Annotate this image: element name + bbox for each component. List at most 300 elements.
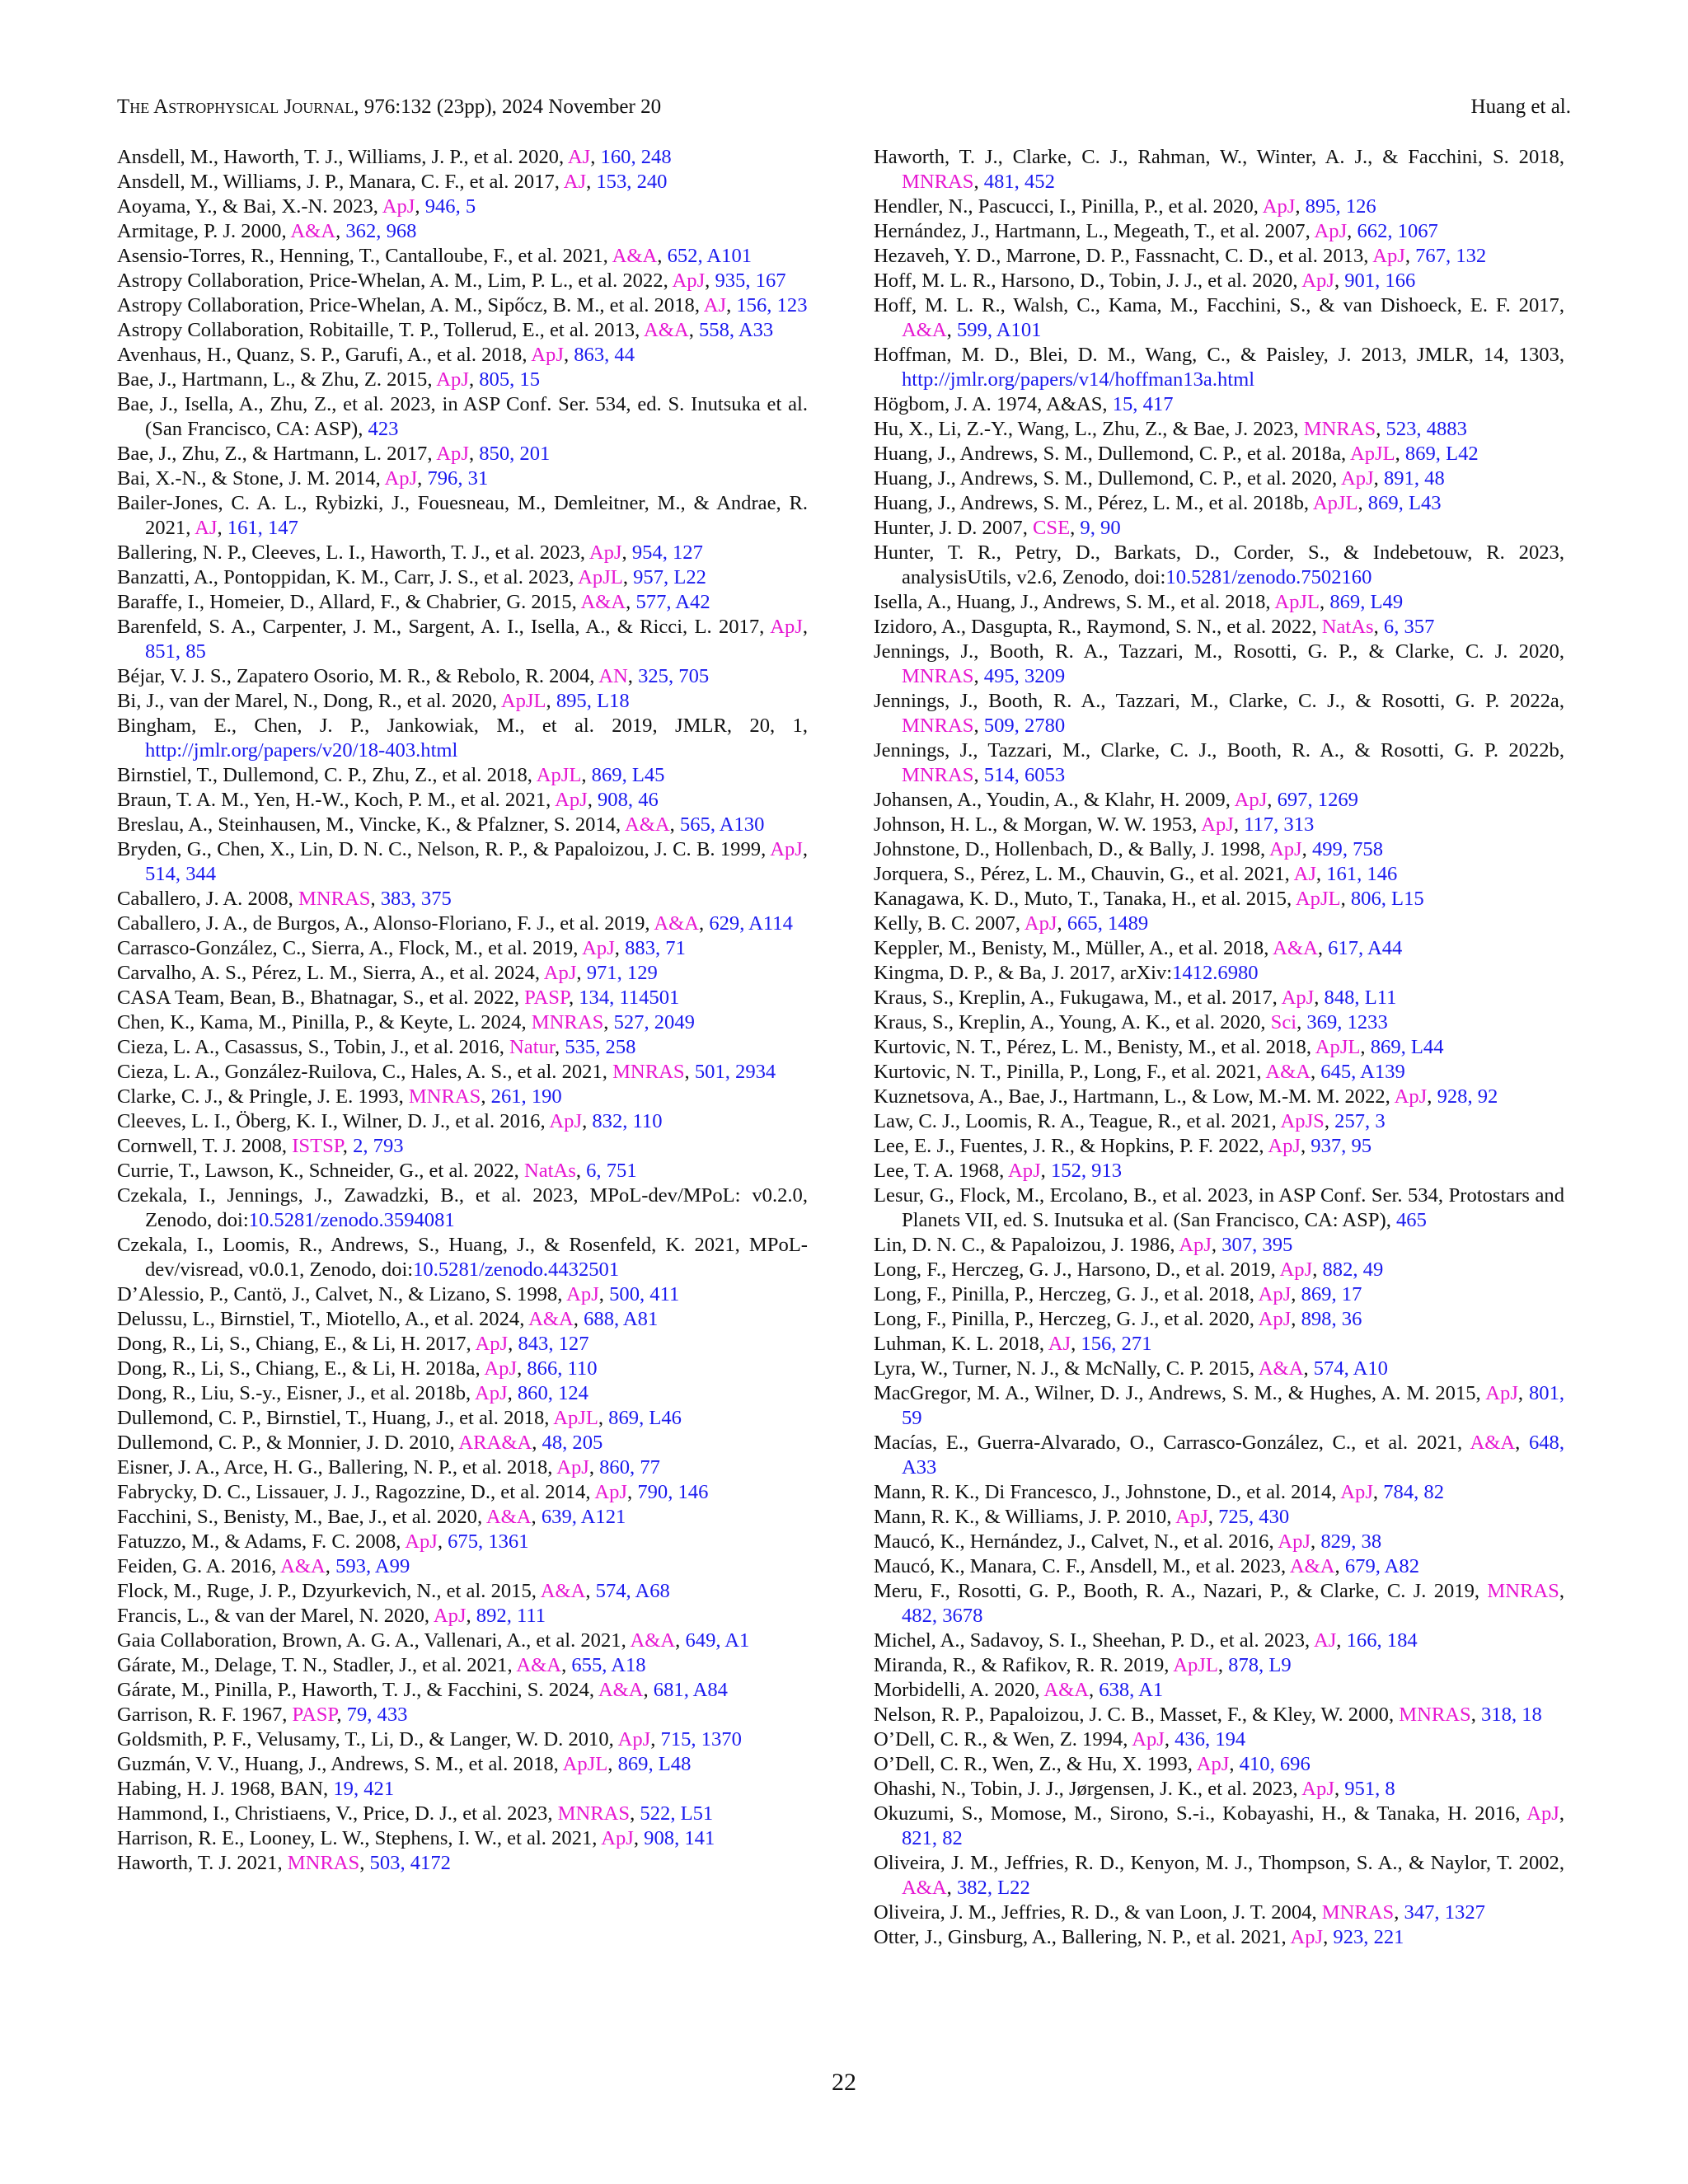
journal-link[interactable]: AJ (1313, 1629, 1337, 1652)
url-link[interactable]: 10.5281/zenodo.7502160 (1165, 566, 1372, 588)
volume-page-link[interactable]: 6, 357 (1383, 616, 1435, 638)
reference-text: Morbidelli, A. 2020, (874, 1679, 1044, 1701)
volume-page-link[interactable]: 895, 126 (1305, 195, 1376, 218)
volume-page-link[interactable]: 482, 3678 (902, 1605, 983, 1627)
url-link[interactable]: http://jmlr.org/papers/v14/hoffman13a.html (902, 368, 1255, 391)
volume-page-link[interactable]: 725, 430 (1218, 1506, 1290, 1528)
journal-link[interactable]: ApJL (1295, 888, 1341, 910)
journal-link[interactable]: MNRAS (902, 715, 974, 737)
volume-page-link[interactable]: 166, 184 (1346, 1629, 1418, 1652)
volume-page-link[interactable]: 565, A130 (679, 813, 765, 836)
reference-text: Delussu, L., Birnstiel, T., Miotello, A., et al. 2024, (117, 1308, 529, 1330)
volume-page-link[interactable]: 509, 2780 (983, 715, 1066, 737)
journal-link[interactable]: ApJL (578, 566, 623, 588)
volume-page-link[interactable]: 679, A82 (1344, 1555, 1420, 1577)
volume-page-link[interactable]: 617, A44 (1328, 937, 1403, 959)
volume-page-link[interactable]: 851, 85 (145, 640, 206, 663)
volume-page-link[interactable]: 577, A42 (635, 591, 710, 613)
journal-link[interactable]: MNRAS (1399, 1704, 1471, 1726)
volume-page-link[interactable]: 665, 1489 (1067, 912, 1149, 935)
reference-entry: Okuzumi, S., Momose, M., Sirono, S.-i., Kobayashi, H., & Tanaka, H. 2016, ApJ, 821, 82 (874, 1802, 1564, 1849)
journal-link[interactable]: AJ (703, 294, 727, 316)
journal-link[interactable]: ApJ (1268, 1135, 1301, 1157)
volume-page-link[interactable]: 796, 31 (427, 467, 489, 490)
volume-page-link[interactable]: 503, 4172 (369, 1852, 451, 1874)
reference-text: Bailer-Jones, C. A. L., Rybizki, J., Fouesneau, M., Demleitner, M., & Andrae, R. 2021, (117, 492, 808, 539)
reference-entry: Bae, J., Zhu, Z., & Hartmann, L. 2017, ApJ, 850, 201 (117, 443, 551, 465)
reference-text: Kuznetsova, A., Bae, J., Hartmann, L., & Low, M.-M. M. 2022, (874, 1085, 1395, 1108)
journal-link[interactable]: ApJ (1372, 245, 1405, 267)
volume-page-link[interactable]: 318, 18 (1481, 1704, 1542, 1726)
volume-page-link[interactable]: 951, 8 (1344, 1778, 1395, 1800)
journal-link[interactable]: ApJ (582, 937, 615, 959)
journal-link[interactable]: AJ (195, 517, 218, 539)
journal-link[interactable]: ApJL (553, 1407, 598, 1429)
journal-link[interactable]: A&A (528, 1308, 574, 1330)
journal-link[interactable]: MNRAS (531, 1011, 604, 1033)
volume-page-link[interactable]: 821, 82 (902, 1827, 963, 1849)
volume-page-link[interactable]: 161, 146 (1326, 863, 1398, 885)
volume-page-link[interactable]: 527, 2049 (613, 1011, 695, 1033)
references-right-column (874, 145, 1564, 1950)
journal-link[interactable]: ApJ (531, 344, 564, 366)
volume-page-link[interactable]: 860, 77 (599, 1456, 660, 1479)
volume-page-link[interactable]: 535, 258 (565, 1036, 636, 1058)
volume-page-link[interactable]: 465 (1396, 1209, 1427, 1231)
journal-link[interactable]: A&A (1470, 1432, 1516, 1454)
volume-page-link[interactable]: 514, 6053 (983, 764, 1066, 786)
volume-page-link[interactable]: 325, 705 (638, 665, 710, 687)
journal-link[interactable]: ApJ (1301, 269, 1334, 292)
reference-entry: Michel, A., Sadavoy, S. I., Sheehan, P. D., et al. 2023, AJ, 166, 184 (874, 1629, 1418, 1652)
volume-page-link[interactable]: 923, 221 (1333, 1926, 1404, 1948)
reference-entry (874, 343, 1564, 392)
reference-entry: O’Dell, C. R., Wen, Z., & Hu, X. 1993, ApJ, 410, 696 (874, 1753, 1311, 1775)
journal-citation (117, 91, 661, 124)
journal-link[interactable]: ApJ (1179, 1234, 1212, 1256)
volume-page-link[interactable]: 153, 240 (596, 171, 668, 193)
journal-link[interactable]: MNRAS (902, 764, 974, 786)
journal-link[interactable]: A&A (598, 1679, 644, 1701)
volume-page-link[interactable]: 495, 3209 (983, 665, 1066, 687)
volume-page-link[interactable]: 257, 3 (1334, 1110, 1386, 1132)
reference-text: Czekala, I., Loomis, R., Andrews, S., Huang, J., & Rosenfeld, K. 2021, MPoL-dev/visread, v0.0.1, Zenodo, doi: (117, 1234, 808, 1281)
journal-link[interactable]: NatAs (1321, 616, 1374, 638)
journal-link[interactable]: ApJ (1269, 838, 1302, 860)
reference-text: Dong, R., Li, S., Chiang, E., & Li, H. 2018a, (117, 1357, 485, 1380)
journal-link[interactable]: MNRAS (298, 888, 371, 910)
journal-link[interactable]: ApJ (549, 1110, 583, 1132)
reference-entry: Long, F., Herczeg, G. J., Harsono, D., et al. 2019, ApJ, 882, 49 (874, 1258, 1384, 1281)
volume-page-link[interactable]: 829, 38 (1320, 1530, 1382, 1553)
volume-page-link[interactable]: 638, A1 (1099, 1679, 1164, 1701)
journal-link[interactable]: ApJ (1201, 813, 1234, 836)
volume-page-link[interactable]: 48, 205 (542, 1432, 603, 1454)
reference-entry: Garrison, R. F. 1967, PASP, 79, 433 (117, 1704, 408, 1726)
journal-link[interactable]: ApJ (1301, 1778, 1334, 1800)
journal-link[interactable]: PASP (524, 987, 569, 1009)
journal-link[interactable]: ApJ (1279, 1258, 1313, 1281)
journal-link[interactable]: ApJ (1258, 1308, 1292, 1330)
journal-link[interactable]: ApJ (1132, 1728, 1165, 1750)
journal-link[interactable]: A&A (630, 1629, 676, 1652)
reference-entry: Fatuzzo, M., & Adams, F. C. 2008, ApJ, 675, 1361 (117, 1530, 529, 1553)
reference-entry: Gárate, M., Delage, T. N., Stadler, J., et al. 2021, A&A, 655, A18 (117, 1654, 646, 1676)
journal-link[interactable]: AJ (1048, 1333, 1071, 1355)
url-link[interactable]: 10.5281/zenodo.4432501 (413, 1258, 620, 1281)
volume-page-link[interactable]: 869, L49 (1329, 591, 1404, 613)
reference-entry: Huang, J., Andrews, S. M., Dullemond, C. P., et al. 2020, ApJ, 891, 48 (874, 467, 1445, 490)
volume-page-link[interactable]: 790, 146 (637, 1481, 709, 1503)
reference-entry: Carvalho, A. S., Pérez, L. M., Sierra, A., et al. 2024, ApJ, 971, 129 (117, 962, 658, 984)
volume-page-link[interactable]: 869, L42 (1404, 443, 1479, 465)
journal-link[interactable]: MNRAS (1321, 1901, 1395, 1924)
reference-entry: Barenfeld, S. A., Carpenter, J. M., Sargent, A. I., Isella, A., & Ricci, L. 2017, ApJ, 851, 85 (117, 616, 808, 663)
volume-page-link[interactable]: 648, A33 (902, 1432, 1564, 1479)
journal-link[interactable]: ApJ (617, 1728, 651, 1750)
journal-link[interactable]: ApJL (1349, 443, 1395, 465)
journal-link[interactable]: AJ (567, 146, 591, 168)
volume-page-link[interactable]: 423 (368, 418, 399, 440)
journal-link[interactable]: ApJL (1173, 1654, 1218, 1676)
volume-page-link[interactable]: 806, L15 (1350, 888, 1424, 910)
volume-page-link[interactable]: 954, 127 (631, 541, 703, 564)
journal-link[interactable]: A&A (580, 591, 626, 613)
journal-link[interactable]: MNRAS (287, 1852, 360, 1874)
reference-text: Fatuzzo, M., & Adams, F. C. 2008, (117, 1530, 406, 1553)
volume-page-link[interactable]: 383, 375 (380, 888, 452, 910)
journal-link[interactable]: AJ (1293, 863, 1316, 885)
journal-link[interactable]: A&A (644, 319, 689, 341)
volume-page-link[interactable]: 369, 1233 (1306, 1011, 1388, 1033)
journal-link[interactable]: A&A (612, 245, 658, 267)
volume-page-link[interactable]: 160, 248 (600, 146, 672, 168)
journal-link[interactable]: ApJ (1196, 1753, 1230, 1775)
url-link[interactable]: http://jmlr.org/papers/v20/18-403.html (145, 739, 458, 762)
volume-page-link[interactable]: 882, 49 (1322, 1258, 1384, 1281)
volume-page-link[interactable]: 501, 2934 (694, 1061, 776, 1083)
volume-page-link[interactable]: 593, A99 (335, 1555, 410, 1577)
volume-page-link[interactable]: 869, L45 (591, 764, 665, 786)
journal-link[interactable]: A&A (1043, 1679, 1089, 1701)
volume-page-link[interactable]: 362, 968 (345, 220, 417, 242)
journal-link[interactable]: ApJL (1315, 1036, 1361, 1058)
volume-page-link[interactable]: 382, L22 (956, 1877, 1030, 1899)
reference-entry: Fabrycky, D. C., Lissauer, J. J., Ragozzine, D., et al. 2014, ApJ, 790, 146 (117, 1481, 709, 1503)
volume-page-link[interactable]: 805, 15 (479, 368, 541, 391)
volume-page-link[interactable]: 957, L22 (633, 566, 706, 588)
volume-page-link[interactable]: 784, 82 (1383, 1481, 1444, 1503)
journal-link[interactable]: CSE (1033, 517, 1071, 539)
volume-page-link[interactable]: 937, 95 (1311, 1135, 1372, 1157)
journal-link[interactable]: A&A (1265, 1061, 1311, 1083)
journal-link[interactable]: MNRAS (612, 1061, 685, 1083)
volume-page-link[interactable]: 898, 36 (1301, 1308, 1362, 1330)
journal-link[interactable]: ApJ (405, 1530, 438, 1553)
journal-link[interactable]: ApJL (536, 764, 582, 786)
journal-link[interactable]: AN (598, 665, 628, 687)
journal-link[interactable]: MNRAS (902, 171, 974, 193)
volume-page-link[interactable]: 767, 132 (1415, 245, 1487, 267)
volume-page-link[interactable]: 410, 696 (1239, 1753, 1311, 1775)
journal-link[interactable]: ApJ (543, 962, 577, 984)
reference-entry: Hoff, M. L. R., Harsono, D., Tobin, J. J., et al. 2020, ApJ, 901, 166 (874, 269, 1416, 292)
journal-link[interactable]: ApJ (1008, 1160, 1041, 1182)
volume-page-link[interactable]: 908, 46 (598, 789, 659, 811)
journal-link[interactable]: ApJ (1234, 789, 1268, 811)
reference-text: Astropy Collaboration, Price-Whelan, A. M., Lim, P. L., et al. 2022, (117, 269, 673, 292)
journal-link[interactable]: ApJ (436, 368, 469, 391)
journal-link[interactable]: AJ (563, 171, 587, 193)
journal-link[interactable]: ApJL (500, 690, 546, 712)
volume-page-link[interactable]: 869, L43 (1367, 492, 1442, 514)
volume-page-link[interactable]: 928, 92 (1437, 1085, 1498, 1108)
reference-entry: Haworth, T. J. 2021, MNRAS, 503, 4172 (117, 1852, 451, 1874)
volume-page-link[interactable]: 832, 110 (592, 1110, 663, 1132)
volume-page-link[interactable]: 134, 114501 (579, 987, 680, 1009)
journal-link[interactable]: ApJ (1281, 987, 1315, 1009)
journal-link[interactable]: ApJ (1290, 1926, 1324, 1948)
volume-page-link[interactable]: 662, 1067 (1357, 220, 1438, 242)
volume-page-link[interactable]: 675, 1361 (448, 1530, 529, 1553)
volume-page-link[interactable]: 801, 59 (902, 1382, 1565, 1429)
journal-link[interactable]: A&A (540, 1580, 586, 1602)
volume-page-link[interactable]: 522, L51 (640, 1802, 714, 1825)
journal-link[interactable]: ApJ (601, 1827, 634, 1849)
reference-entry: Ansdell, M., Haworth, T. J., Williams, J. P., et al. 2020, AJ, 160, 248 (117, 146, 672, 168)
volume-page-link[interactable]: 629, A114 (709, 912, 793, 935)
journal-link[interactable]: ApJ (433, 1605, 467, 1627)
volume-page-link[interactable]: 649, A1 (685, 1629, 750, 1652)
journal-link[interactable]: ApJL (562, 1753, 608, 1775)
reference-text: Bae, J., Zhu, Z., & Hartmann, L. 2017, (117, 443, 437, 465)
journal-link[interactable]: A&A (280, 1555, 326, 1577)
journal-link[interactable]: ISTSP (292, 1135, 343, 1157)
journal-link[interactable]: ApJ (1485, 1382, 1518, 1404)
volume-page-link[interactable]: 895, L18 (556, 690, 630, 712)
reference-text: Meru, F., Rosotti, G. P., Booth, R. A., Nazari, P., & Clarke, C. J. 2019, (874, 1580, 1488, 1602)
volume-page-link[interactable]: 599, A101 (956, 319, 1042, 341)
journal-link[interactable]: A&A (902, 319, 947, 341)
journal-link[interactable]: A&A (902, 1877, 947, 1899)
journal-link[interactable]: ApJ (474, 1382, 508, 1404)
volume-page-link[interactable]: 639, A121 (541, 1506, 626, 1528)
volume-page-link[interactable]: 891, 48 (1383, 467, 1445, 490)
journal-link[interactable]: A&A (290, 220, 336, 242)
reference-text: Cieza, L. A., González-Ruilova, C., Hales, A. S., et al. 2021, (117, 1061, 613, 1083)
volume-page-link[interactable]: 500, 411 (609, 1283, 680, 1305)
reference-entry: Meru, F., Rosotti, G. P., Booth, R. A., Nazari, P., & Clarke, C. J. 2019, MNRAS, 482, 3678 (874, 1580, 1564, 1627)
volume-page-link[interactable]: 156, 271 (1081, 1333, 1152, 1355)
volume-page-link[interactable]: 971, 129 (586, 962, 658, 984)
journal-link[interactable]: MNRAS (902, 665, 974, 687)
reference-text: Breslau, A., Steinhausen, M., Vincke, K., & Pfalzner, S. 2014, (117, 813, 625, 836)
journal-link[interactable]: ApJ (770, 616, 803, 638)
journal-link[interactable]: ApJ (1262, 195, 1296, 218)
volume-page-link[interactable]: 869, L48 (617, 1753, 692, 1775)
journal-link[interactable]: ARA&A (458, 1432, 532, 1454)
reference-text: Hendler, N., Pascucci, I., Pinilla, P., et al. 2020, (874, 195, 1263, 218)
journal-link[interactable]: A&A (624, 813, 670, 836)
journal-link[interactable]: ApJ (484, 1357, 518, 1380)
journal-link[interactable]: A&A (516, 1654, 562, 1676)
journal-link[interactable]: MNRAS (557, 1802, 631, 1825)
journal-link[interactable]: A&A (485, 1506, 532, 1528)
journal-link[interactable]: ApJ (384, 467, 418, 490)
volume-page-link[interactable]: 860, 124 (517, 1382, 588, 1404)
reference-text: Barenfeld, S. A., Carpenter, J. M., Sargent, A. I., Isella, A., & Ricci, L. 2017, (117, 616, 771, 638)
journal-link[interactable]: PASP (292, 1704, 337, 1726)
journal-link[interactable]: ApJ (382, 195, 415, 218)
volume-page-link[interactable]: 850, 201 (479, 443, 551, 465)
volume-page-link[interactable]: 681, A84 (653, 1679, 728, 1701)
reference-entry: Asensio-Torres, R., Henning, T., Cantalloube, F., et al. 2021, A&A, 652, A101 (117, 245, 753, 267)
reference-text: Long, F., Pinilla, P., Herczeg, G. J., et al. 2020, (874, 1308, 1259, 1330)
volume-page-link[interactable]: 892, 111 (476, 1605, 546, 1627)
journal-link[interactable]: ApJ (1278, 1530, 1311, 1553)
reference-entry: Lyra, W., Turner, N. J., & McNally, C. P. 2015, A&A, 574, A10 (874, 1357, 1388, 1380)
journal-link[interactable]: A&A (654, 912, 700, 935)
volume-page-link[interactable]: 848, L11 (1324, 987, 1397, 1009)
volume-page-link[interactable]: 347, 1327 (1404, 1901, 1485, 1924)
reference-text: Gárate, M., Pinilla, P., Haworth, T. J., & Facchini, S. 2024, (117, 1679, 598, 1701)
volume-page-link[interactable]: 688, A81 (584, 1308, 659, 1330)
journal-link[interactable]: ApJS (1280, 1110, 1325, 1132)
volume-page-link[interactable]: 935, 167 (715, 269, 786, 292)
volume-page-link[interactable]: 79, 433 (346, 1704, 408, 1726)
reference-entry: Hernández, J., Hartmann, L., Megeath, T., et al. 2007, ApJ, 662, 1067 (874, 220, 1438, 242)
volume-page-link[interactable]: 574, A68 (595, 1580, 670, 1602)
journal-link[interactable]: Sci (1270, 1011, 1297, 1033)
volume-page-link[interactable]: 863, 44 (574, 344, 635, 366)
volume-page-link[interactable]: 436, 194 (1175, 1728, 1246, 1750)
reference-entry: Maucó, K., Manara, C. F., Ansdell, M., et al. 2023, A&A, 679, A82 (874, 1555, 1420, 1577)
references-left-column (117, 145, 808, 1876)
journal-link[interactable]: ApJ (1175, 1506, 1208, 1528)
volume-page-link[interactable]: 908, 141 (644, 1827, 715, 1849)
volume-page-link[interactable]: 481, 452 (983, 171, 1055, 193)
reference-text: Flock, M., Ruge, J. P., Dzyurkevich, N., et al. 2015, (117, 1580, 541, 1602)
reference-text: Armitage, P. J. 2000, (117, 220, 291, 242)
reference-entry: Delussu, L., Birnstiel, T., Miotello, A., et al. 2024, A&A, 688, A81 (117, 1308, 659, 1330)
journal-link[interactable]: NatAs (523, 1160, 576, 1182)
journal-link[interactable]: ApJ (566, 1283, 599, 1305)
journal-link[interactable]: ApJ (1314, 220, 1348, 242)
journal-link[interactable]: ApJ (1258, 1283, 1292, 1305)
journal-link[interactable]: ApJ (556, 1456, 589, 1479)
volume-page-link[interactable]: 697, 1269 (1277, 789, 1358, 811)
volume-page-link[interactable]: 946, 5 (424, 195, 476, 218)
reference-entry: Caballero, J. A. 2008, MNRAS, 383, 375 (117, 888, 452, 910)
reference-entry: Oliveira, J. M., Jeffries, R. D., Kenyon, M. J., Thompson, S. A., & Naylor, T. 2002, A&A, 382, L22 (874, 1852, 1564, 1899)
volume-page-link[interactable]: 117, 313 (1244, 813, 1315, 836)
volume-page-link[interactable]: 307, 395 (1221, 1234, 1293, 1256)
journal-link[interactable]: ApJ (594, 1481, 628, 1503)
reference-text: Hernández, J., Hartmann, L., Megeath, T., et al. 2007, (874, 220, 1315, 242)
volume-page-link[interactable]: 869, L46 (608, 1407, 682, 1429)
reference-text: Kraus, S., Kreplin, A., Young, A. K., et al. 2020, (874, 1011, 1271, 1033)
volume-page-link[interactable]: 645, A139 (1320, 1061, 1405, 1083)
reference-text: Dullemond, C. P., & Monnier, J. D. 2010, (117, 1432, 459, 1454)
journal-link[interactable]: A&A (1258, 1357, 1304, 1380)
volume-page-link[interactable]: 878, L9 (1228, 1654, 1292, 1676)
reference-entry: Gárate, M., Pinilla, P., Haworth, T. J., & Facchini, S. 2024, A&A, 681, A84 (117, 1679, 728, 1701)
journal-link[interactable]: ApJ (672, 269, 706, 292)
journal-link[interactable]: ApJ (1526, 1802, 1559, 1825)
journal-link[interactable]: MNRAS (408, 1085, 481, 1108)
volume-page-link[interactable]: 574, A10 (1313, 1357, 1388, 1380)
volume-page-link[interactable]: 161, 147 (227, 517, 298, 539)
reference-entry: Cieza, L. A., Casassus, S., Tobin, J., et al. 2016, Natur, 535, 258 (117, 1036, 636, 1058)
volume-page-link[interactable]: 19, 421 (333, 1778, 395, 1800)
journal-link[interactable]: ApJ (1340, 1481, 1373, 1503)
reference-entry: Ohashi, N., Tobin, J. J., Jørgensen, J. K., et al. 2023, ApJ, 951, 8 (874, 1778, 1395, 1800)
volume-page-link[interactable]: 883, 71 (625, 937, 686, 959)
volume-page-link[interactable]: 15, 417 (1112, 393, 1174, 415)
reference-entry: Kraus, S., Kreplin, A., Young, A. K., et al. 2020, Sci, 369, 1233 (874, 1011, 1388, 1033)
journal-link[interactable]: ApJ (770, 838, 803, 860)
volume-page-link[interactable]: 715, 1370 (660, 1728, 742, 1750)
journal-link[interactable]: ApJ (475, 1333, 509, 1355)
volume-page-link[interactable]: 2, 793 (353, 1135, 404, 1157)
volume-page-link[interactable]: 514, 344 (145, 863, 217, 885)
volume-page-link[interactable]: 843, 127 (518, 1333, 589, 1355)
reference-entry: Lee, E. J., Fuentes, J. R., & Hopkins, P. F. 2022, ApJ, 937, 95 (874, 1135, 1372, 1157)
journal-link[interactable]: Natur (509, 1036, 556, 1058)
reference-entry (874, 392, 1564, 417)
reference-text: Eisner, J. A., Arce, H. G., Ballering, N. P., et al. 2018, (117, 1456, 557, 1479)
journal-link[interactable]: ApJ (436, 443, 469, 465)
volume-page-link[interactable]: 523, 4883 (1386, 418, 1467, 440)
volume-page-link[interactable]: 869, L44 (1370, 1036, 1444, 1058)
url-link[interactable]: 10.5281/zenodo.3594081 (248, 1209, 455, 1231)
reference-entry: Banzatti, A., Pontoppidan, K. M., Carr, J. S., et al. 2023, ApJL, 957, L22 (117, 566, 706, 588)
reference-text: Ansdell, M., Williams, J. P., Manara, C. F., et al. 2017, (117, 171, 564, 193)
volume-page-link[interactable]: 152, 913 (1050, 1160, 1123, 1182)
journal-link[interactable]: ApJ (1341, 467, 1374, 490)
journal-link[interactable]: ApJ (1024, 912, 1057, 935)
reference-text: Avenhaus, H., Quanz, S. P., Garufi, A., et al. 2018, (117, 344, 532, 366)
volume-page-link[interactable]: 156, 123 (736, 294, 808, 316)
journal-link[interactable]: MNRAS (1303, 418, 1376, 440)
journal-link[interactable]: A&A (1273, 937, 1318, 959)
reference-entry: Kuznetsova, A., Bae, J., Hartmann, L., & Low, M.-M. M. 2022, ApJ, 928, 92 (874, 1085, 1498, 1108)
volume-page-link[interactable]: 869, 17 (1301, 1283, 1362, 1305)
volume-page-link[interactable]: 901, 166 (1344, 269, 1416, 292)
reference-text: Hezaveh, Y. D., Marrone, D. P., Fassnacht, C. D., et al. 2013, (874, 245, 1373, 267)
journal-link[interactable]: A&A (1289, 1555, 1335, 1577)
journal-link[interactable]: MNRAS (1487, 1580, 1559, 1602)
volume-page-link[interactable]: 866, 110 (527, 1357, 598, 1380)
journal-link[interactable]: ApJ (555, 789, 588, 811)
journal-link[interactable]: ApJL (1312, 492, 1358, 514)
reference-text: Astropy Collaboration, Price-Whelan, A. M., Sipőcz, B. M., et al. 2018, (117, 294, 704, 316)
volume-page-link[interactable]: 261, 190 (490, 1085, 562, 1108)
journal-link[interactable]: ApJL (1274, 591, 1320, 613)
volume-page-link[interactable]: 652, A101 (667, 245, 753, 267)
journal-link[interactable]: ApJ (1394, 1085, 1428, 1108)
reference-text: Bae, J., Hartmann, L., & Zhu, Z. 2015, (117, 368, 437, 391)
volume-page-link[interactable]: 6, 751 (586, 1160, 637, 1182)
reference-text: Kurtovic, N. T., Pérez, L. M., Benisty, M., et al. 2018, (874, 1036, 1315, 1058)
volume-page-link[interactable]: 499, 758 (1311, 838, 1384, 860)
volume-page-link[interactable]: 558, A33 (698, 319, 774, 341)
volume-page-link[interactable]: 9, 90 (1080, 517, 1121, 539)
url-link[interactable]: 1412.6980 (1172, 962, 1259, 984)
journal-link[interactable]: ApJ (588, 541, 622, 564)
reference-text: CASA Team, Bean, B., Bhatnagar, S., et al. 2022, (117, 987, 525, 1009)
volume-page-link[interactable]: 655, A18 (571, 1654, 646, 1676)
